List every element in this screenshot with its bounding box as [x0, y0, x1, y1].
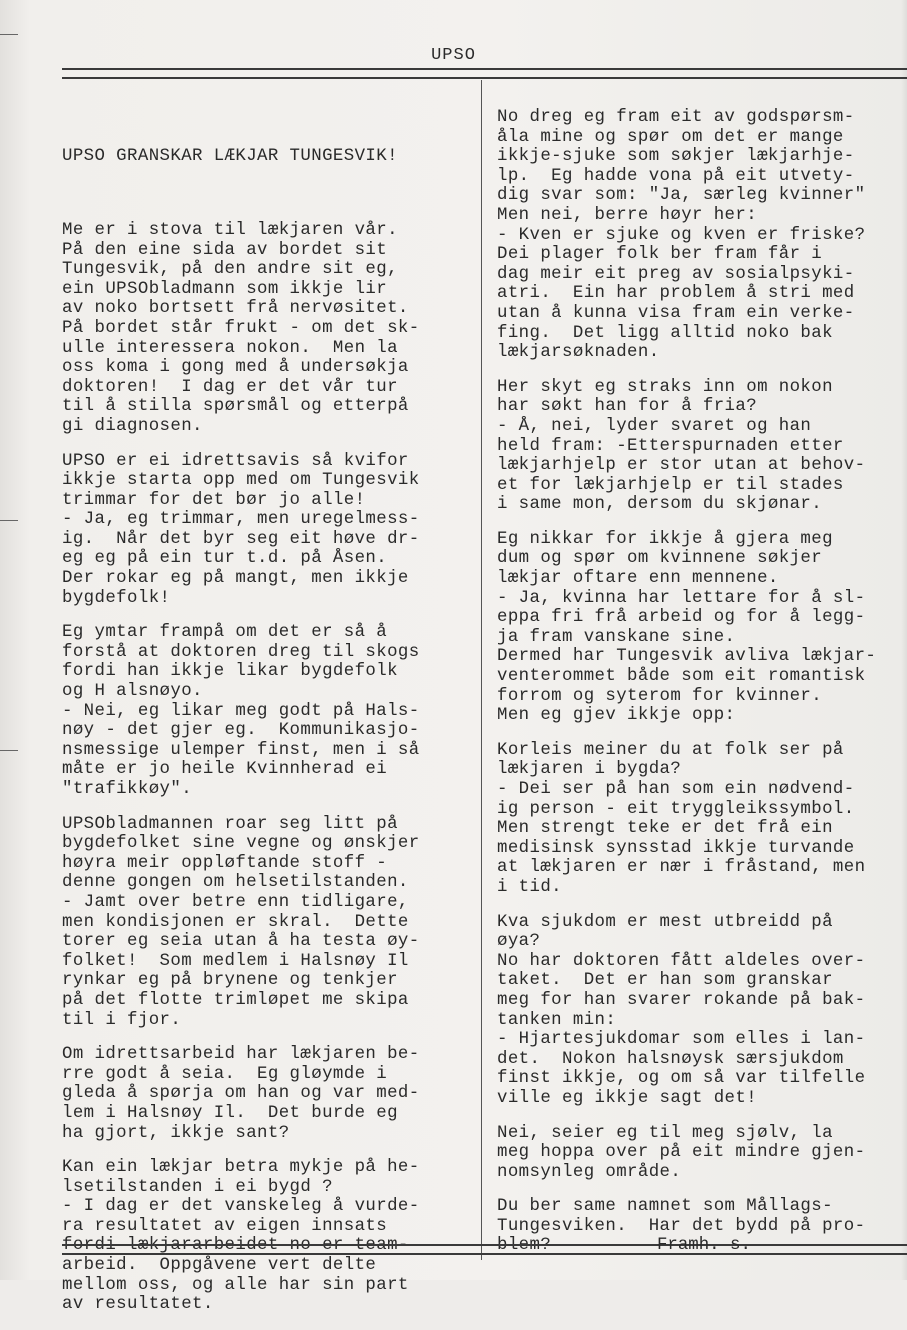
text-line: - Nei, eg likar meg godt på Hals- — [62, 701, 420, 721]
text-line: har søkt han for å fria? — [497, 397, 758, 417]
double-rule-bottom — [62, 1244, 907, 1255]
text-line: tanken min: — [497, 1010, 617, 1030]
text-line: forrom og syterom for kvinner. — [497, 686, 823, 706]
text-line: Kan ein lækjar betra mykje på he- — [62, 1158, 420, 1178]
text-line: gleda å spørja om han og var med- — [62, 1084, 420, 1104]
text-line: - Ja, kvinna har lettare for å sl- — [497, 588, 866, 608]
paragraph — [497, 378, 902, 515]
text-line: held fram: -Etterspurnaden etter — [497, 436, 844, 456]
text-line: eppa fri frå arbeid og for å legg- — [497, 608, 866, 628]
text-line: - Å, nei, lyder svaret og han — [497, 416, 812, 436]
text-line: - I dag er det vanskeleg å vurde- — [62, 1197, 420, 1217]
text-line: Tungesviken. Har det bydd på pro- — [497, 1216, 866, 1236]
text-line: fordi han ikkje likar bygdefolk — [62, 662, 398, 682]
text-line: lækjarhjelp er stor utan at behov- — [497, 456, 866, 476]
text-line: Kva sjukdom er mest utbreidd på — [497, 912, 833, 932]
margin-mark — [0, 520, 18, 521]
text-line: Me er i stova til lækjaren vår. — [62, 220, 398, 240]
paragraph — [62, 815, 472, 1031]
text-line: blem? — [497, 1236, 552, 1256]
text-line: - Kven er sjuke og kven er friske? — [497, 225, 866, 245]
text-line: nomsynleg område. — [497, 1162, 682, 1182]
text-line: ein UPSObladmann som ikkje lir — [62, 279, 388, 299]
text-line: høyra meir oppløftande stoff - — [62, 853, 388, 873]
text-line: atri. Ein har problem å stri med — [497, 284, 855, 304]
text-line: dag meir eit preg av sosialpsyki- — [497, 264, 855, 284]
text-line: rre godt å seia. Eg gløymde i — [62, 1064, 388, 1084]
text-line: Men eg gjev ikkje opp: — [497, 706, 736, 726]
text-line: lp. Eg hadde vona på eit utvety- — [497, 166, 855, 186]
text-line: ra resultatet av eigen innsats — [62, 1216, 388, 1236]
text-line: men kondisjonen er skral. Dette — [62, 912, 409, 932]
text-line: i same mon, dersom du skjønar. — [497, 495, 823, 515]
text-line: venterommet både som eit romantisk — [497, 667, 866, 687]
text-line: bygdefolk! — [62, 588, 171, 608]
paragraph — [497, 530, 902, 726]
text-line: mellom oss, og alle har sin part — [62, 1275, 409, 1295]
text-line: denne gongen om helsetilstanden. — [62, 873, 409, 893]
text-line: dum og spør om kvinnene søkjer — [497, 549, 823, 569]
paragraph — [62, 1158, 472, 1315]
text-line: Du ber same namnet som Mållags- — [497, 1197, 833, 1217]
text-line: UPSObladmannen roar seg litt på — [62, 814, 398, 834]
text-line: meg hoppa over på eit mindre gjen- — [497, 1143, 866, 1163]
text-line: lækjaren i bygda? — [497, 760, 682, 780]
text-line: på det flotte trimløpet me skipa — [62, 990, 409, 1010]
text-line: På den eine sida av bordet sit — [62, 240, 388, 260]
text-line: ikkje starta opp med om Tungesvik — [62, 471, 420, 491]
text-line: arbeid. Oppgåvene vert delte — [62, 1256, 377, 1276]
text-line: No har doktoren fått aldeles over- — [497, 951, 866, 971]
article-heading: UPSO GRANSKAR LÆKJAR TUNGESVIK! — [62, 147, 398, 167]
text-line: ja fram vanskane sine. — [497, 627, 736, 647]
text-line: oss koma i gong med å undersøkja — [62, 358, 409, 378]
paragraph — [62, 623, 472, 799]
text-line: ha gjort, ikkje sant? — [62, 1123, 290, 1143]
text-line: lækjar oftare enn mennene. — [497, 569, 779, 589]
margin-mark — [0, 34, 18, 35]
text-line: - Hjartesjukdomar som elles i lan- — [497, 1030, 866, 1050]
text-line: eg eg på ein tur t.d. på Åsen. — [62, 549, 388, 569]
text-line: og H alsnøyo. — [62, 682, 203, 702]
text-line: Men nei, berre høyr her: — [497, 205, 758, 225]
text-line: ig person - eit tryggleikssymbol. — [497, 799, 855, 819]
text-line: øya? — [497, 932, 541, 952]
text-line: til i fjor. — [62, 1010, 182, 1030]
text-line: trimmar for det bør jo alle! — [62, 490, 366, 510]
text-line: ikkje-sjuke som søkjer lækjarhje- — [497, 147, 855, 167]
text-line: måte er jo heile Kvinnherad ei — [62, 760, 388, 780]
paragraph — [62, 452, 472, 609]
paragraph — [497, 913, 902, 1109]
text-line: til å stilla spørsmål og etterpå — [62, 397, 409, 417]
text-line: ig. Når det byr seg eit høve dr- — [62, 529, 420, 549]
paragraph — [497, 1124, 902, 1183]
text-line: - Jamt over betre enn tidligare, — [62, 892, 409, 912]
text-line: doktoren! I dag er det vår tur — [62, 377, 398, 397]
text-line: åla mine og spør om det er mange — [497, 127, 844, 147]
text-line: - Ja, eg trimmar, men uregelmess- — [62, 510, 420, 530]
text-line: På bordet står frukt - om det sk- — [62, 318, 420, 338]
text-line: Dei plager folk ber fram får i — [497, 245, 823, 265]
text-line: meg for han svarer rokande på bak- — [497, 990, 866, 1010]
text-line: folket! Som medlem i Halsnøy Il — [62, 951, 409, 971]
text-line: medisinsk synsstad ikkje turvande — [497, 838, 855, 858]
text-line: lækjarsøknaden. — [497, 343, 660, 363]
text-line: ulle interessera nokon. Men la — [62, 338, 398, 358]
text-line: Men strengt teke er det frå ein — [497, 819, 833, 839]
text-line: Nei, seier eg til meg sjølv, la — [497, 1123, 833, 1143]
text-line: torer eg seia utan å ha testa øy- — [62, 932, 420, 952]
text-line: Tungesvik, på den andre sit eg, — [62, 260, 398, 280]
text-line: "trafikkøy". — [62, 780, 193, 799]
text-line: forstå at doktoren dreg til skogs — [62, 642, 420, 662]
text-line: utan å kunna visa fram ein verke- — [497, 303, 855, 323]
text-line: Dermed har Tungesvik avliva lækjar- — [497, 647, 877, 667]
text-line: No dreg eg fram eit av godspørsm- — [497, 108, 855, 127]
continuation-note: Framh. s. — [657, 1236, 751, 1255]
page-title: UPSO — [431, 46, 476, 65]
text-line: nøy - det gjer eg. Kommunikasjo- — [62, 721, 420, 741]
text-line: finst ikkje, og om så var tilfelle — [497, 1069, 866, 1089]
text-line: - Dei ser på han som ein nødvend- — [497, 780, 855, 799]
text-line: Der rokar eg på mangt, men ikkje — [62, 569, 409, 589]
right-column — [497, 108, 902, 1271]
paragraph — [497, 741, 902, 898]
text-line: Korleis meiner du at folk ser på — [497, 740, 844, 760]
text-line: ville eg ikkje sagt det! — [497, 1088, 758, 1108]
text-line: av noko bortsett frå nervøsitet. — [62, 299, 409, 319]
text-line: nsmessige ulemper finst, men i så — [62, 740, 420, 760]
text-line: lem i Halsnøy Il. Det burde eg — [62, 1103, 398, 1123]
double-rule-top — [62, 68, 907, 79]
paragraph — [62, 1045, 472, 1143]
paragraph — [497, 108, 902, 363]
text-line: i tid. — [497, 877, 563, 897]
text-line: av resultatet. — [62, 1295, 214, 1315]
text-line: lsetilstanden i ei bygd ? — [62, 1177, 333, 1197]
column-divider — [481, 80, 482, 1260]
margin-mark — [0, 750, 18, 751]
text-line: fordi lækjararbeidet no er team- — [62, 1236, 409, 1256]
text-line: et for lækjarhjelp er til stades — [497, 475, 844, 495]
text-line: rynkar eg på brynene og tenkjer — [62, 971, 398, 991]
text-line: UPSO er ei idrettsavis så kvifor — [62, 451, 409, 471]
text-line: Om idrettsarbeid har lækjaren be- — [62, 1045, 420, 1065]
text-line: taket. Det er han som granskar — [497, 971, 833, 991]
text-line: gi diagnosen. — [62, 416, 203, 436]
text-line: Her skyt eg straks inn om nokon — [497, 377, 833, 397]
text-line: bygdefolket sine vegne og ønskjer — [62, 834, 420, 854]
text-line: Eg ymtar frampå om det er så å — [62, 623, 388, 643]
text-line: Eg nikkar for ikkje å gjera meg — [497, 529, 833, 549]
text-line: det. Nokon halsnøysk særsjukdom — [497, 1049, 844, 1069]
paragraph — [62, 221, 472, 437]
text-line: dig svar som: "Ja, særleg kvinner" — [497, 186, 866, 206]
text-line: fing. Det ligg alltid noko bak — [497, 323, 833, 343]
left-column — [62, 108, 472, 1330]
text-line: at lækjaren er nær i fråstand, men — [497, 858, 866, 878]
